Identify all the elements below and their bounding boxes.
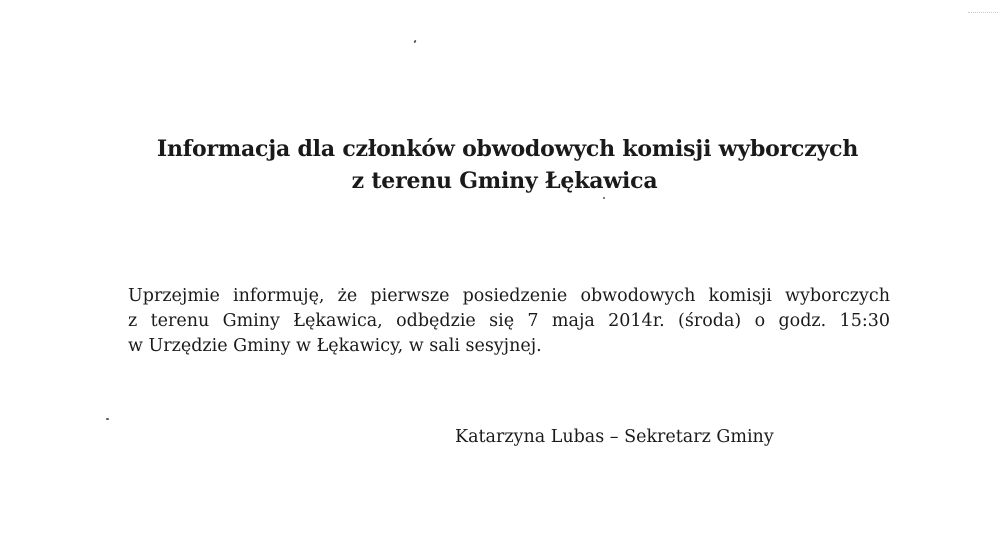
body-paragraph-line-2: z terenu Gminy Łękawica, odbędzie się 7 maja 2014r. (środa) o godz. 15:30 bbox=[128, 311, 890, 331]
signature-line: Katarzyna Lubas – Sekretarz Gminy bbox=[455, 427, 774, 447]
document-title-line-2: z terenu Gminy Łękawica bbox=[351, 168, 658, 194]
document-title-line-1: Informacja dla członków obwodowych komisji wyborczych bbox=[156, 136, 859, 162]
body-paragraph-line-1: Uprzejmie informuję, że pierwsze posiedzenie obwodowych komisji wyborczych bbox=[128, 286, 890, 306]
scan-speck bbox=[413, 40, 416, 44]
scan-artifact bbox=[968, 12, 998, 21]
scan-speck bbox=[603, 197, 605, 199]
scan-speck bbox=[106, 418, 109, 420]
body-paragraph-line-3: w Urzędzie Gminy w Łękawicy, w sali sesyjnej. bbox=[128, 336, 542, 356]
